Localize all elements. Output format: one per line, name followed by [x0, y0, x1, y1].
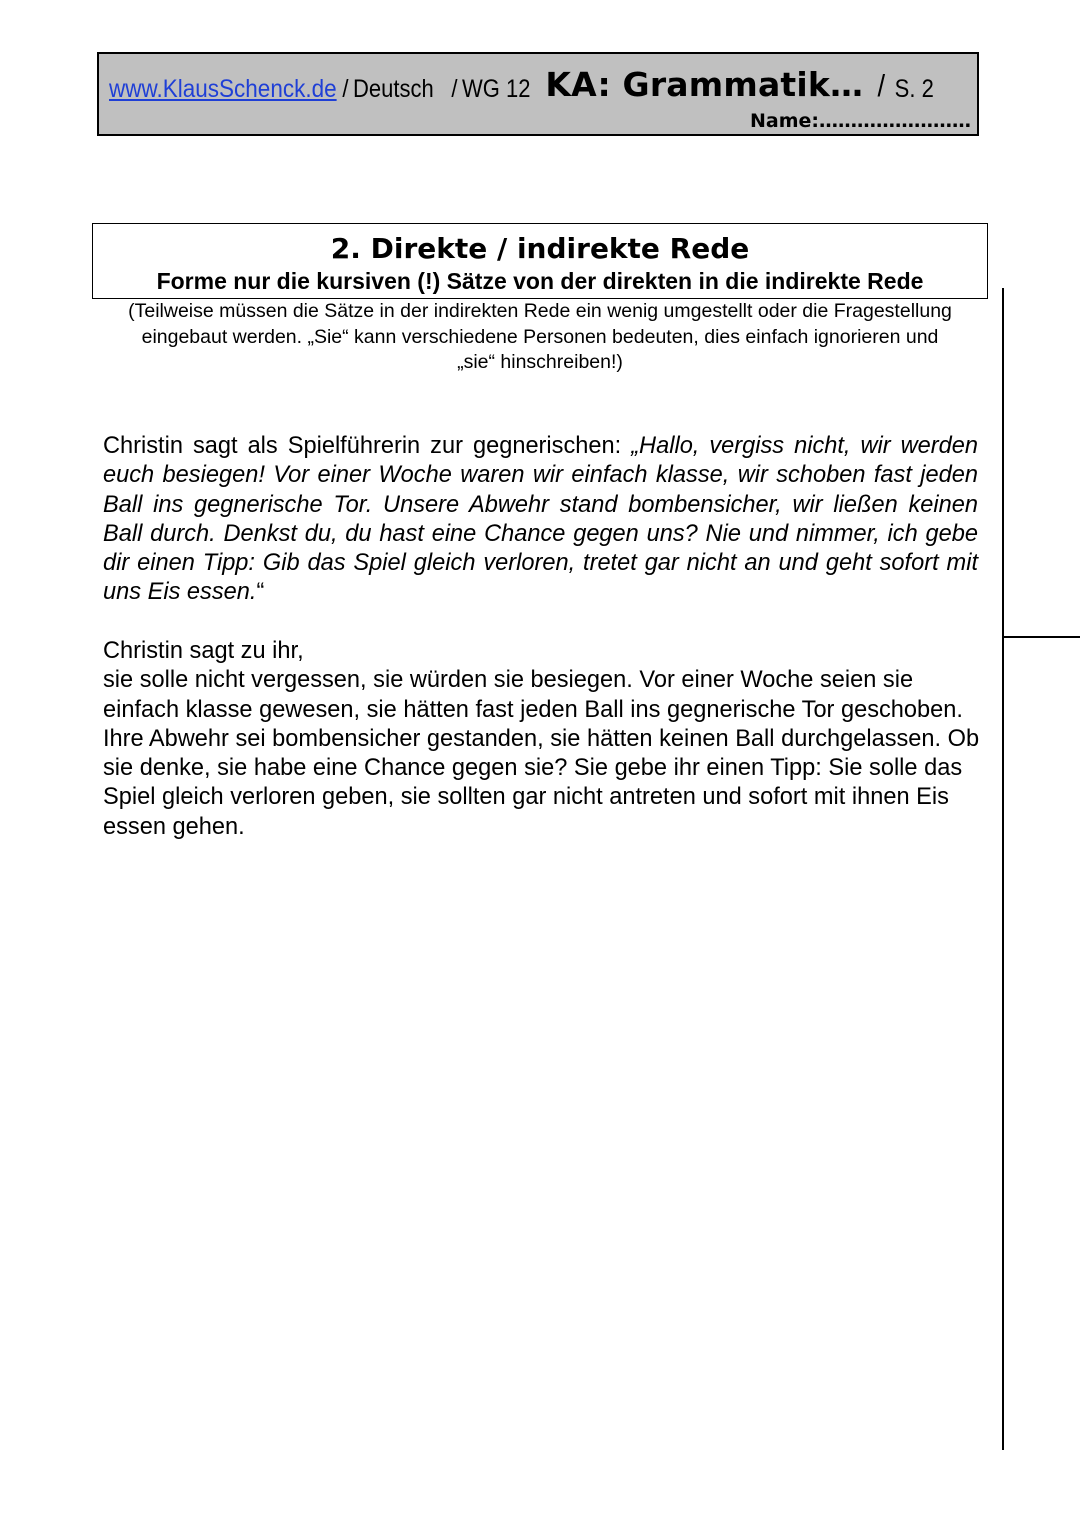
- task-instruction: Forme nur die kursiven (!) Sätze von der direkten in die indirekte Rede: [156, 268, 924, 294]
- class-label: WG 12: [461, 75, 530, 103]
- website-link[interactable]: www.KlausSchenck.de: [109, 75, 337, 103]
- task-note: (Teilweise müssen die Sätze in der indirekten Rede ein wenig umgestellt oder die Fragestellung eingebaut werden. „Sie“ kann verschiedene Personen bedeuten, dies einfach ignorieren und „sie“ hinschreiben!): [128, 300, 952, 373]
- header-separator: /: [877, 68, 886, 103]
- margin-divider: [1004, 636, 1080, 638]
- header-separator: /: [342, 75, 349, 103]
- story-intro: Christin sagt als Spielführerin zur gegnerischen:: [103, 433, 632, 459]
- header-separator: /: [450, 75, 458, 103]
- answer-text: [103, 637, 983, 842]
- direct-speech: „Hallo, vergiss nicht, wir werden euch besiegen! Vor einer Woche waren wir einfach klasse, wir schoben fast jeden Ball ins gegnerische Tor. Unsere Abwehr stand bombensicher, wir ließen keinen Ball durch. Denkst du, du hast eine Chance gegen uns? Nie und nimmer, ich gebe dir einen Tipp: Gib das Spiel gleich verloren, tretet gar nicht an und geht sofort mit uns Eis essen.: [103, 433, 978, 606]
- name-field: Name:……………………: [749, 110, 971, 132]
- page-number: S. 2: [894, 75, 934, 103]
- subject-label: Deutsch: [352, 75, 434, 103]
- closing-quote: “: [256, 579, 265, 606]
- task-box: [92, 223, 988, 299]
- header-line: [109, 64, 969, 104]
- answer-lead: Christin sagt zu ihr,: [103, 638, 304, 664]
- exam-title: KA: Grammatik…: [545, 65, 864, 104]
- margin-line: [1002, 288, 1004, 1450]
- page-header: [97, 52, 979, 136]
- answer-body: sie solle nicht vergessen, sie würden sie besiegen. Vor einer Woche seien sie einfach klasse gewesen, sie hätten fast jeden Ball ins gegnerische Tor geschoben. Ihre Abwehr sei bombensicher gestanden, sie hätten keinen Ball durchgelassen. Ob sie denke, sie habe eine Chance gegen sie? Sie gebe ihr einen Tipp: Sie solle das Spiel gleich verloren geben, sie sollten gar nicht antreten und sofort mit ihnen Eis essen gehen.: [103, 667, 980, 840]
- task-title: 2. Direkte / indirekte Rede: [330, 232, 750, 265]
- story-paragraph: [103, 432, 978, 608]
